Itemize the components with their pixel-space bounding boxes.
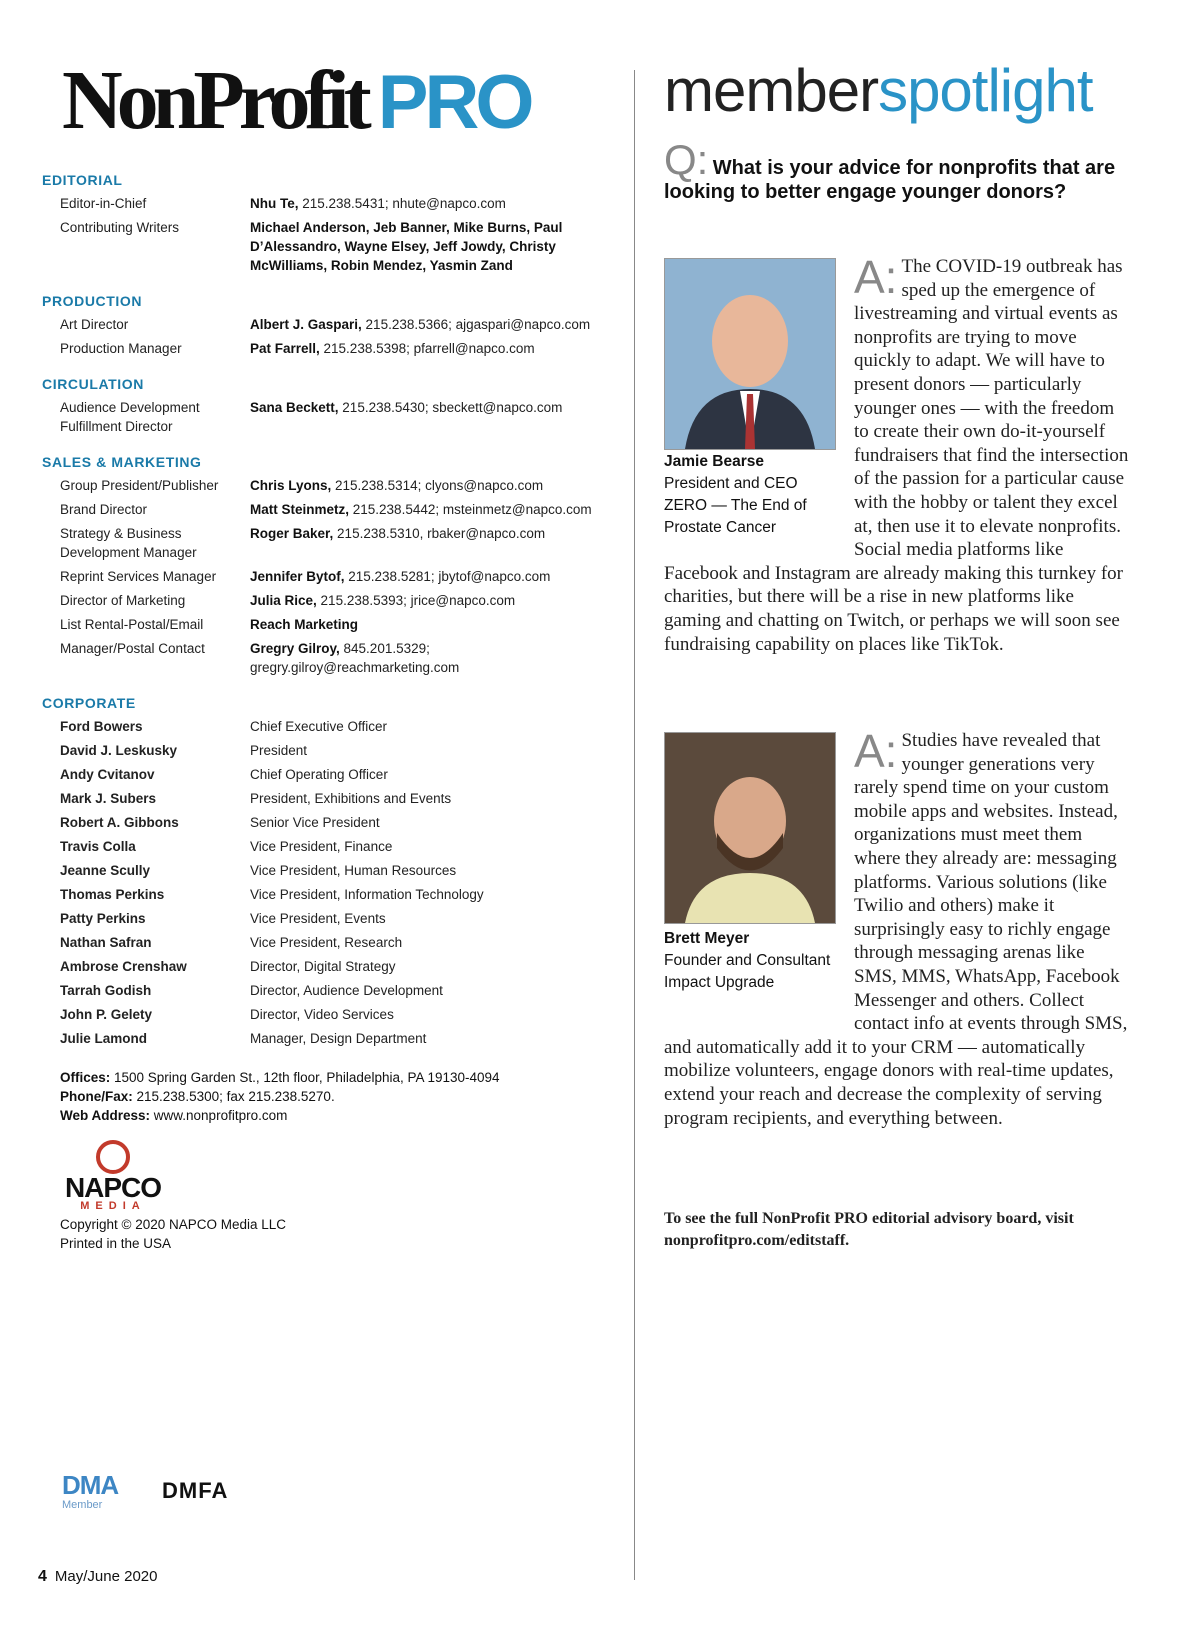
- staff-box: [42, 172, 627, 1125]
- staff-phone-email: 215.238.5442; msteinmetz@napco.com: [349, 502, 592, 517]
- answer-label: A:: [854, 251, 898, 303]
- answer-text: The COVID-19 outbreak has sped up the emergence of livestreaming and virtual events as nonprofits are trying to move quickly to adapt. We will have to present donors — particularly younger ones — with the freedom to create their own do-it-yourself fundraisers that find the intersection of the passion for a particular cause with the hobby or talent they excel at, then use it to elevate nonprofits. Social media platforms like Facebook and Instagram are already making this turnkey for charities, but there will be a rise in new platforms like gaming and chatting on Twitch, or perhaps we will soon see fundraising capability on places like TikTok.: [664, 256, 1129, 655]
- staff-contact: [250, 639, 627, 677]
- staff-role: Production Manager: [60, 341, 182, 356]
- corporate-title: President: [250, 743, 308, 758]
- corporate-list: [42, 717, 627, 1048]
- staff-role: Audience Development Fulfillment Director: [60, 400, 200, 434]
- staff-row: [42, 218, 627, 275]
- spotlight-word-1: member: [664, 57, 879, 124]
- corporate-title: Vice President, Finance: [250, 839, 393, 854]
- corporate-name: Tarrah Godish: [60, 983, 152, 998]
- dma-sub: Member: [62, 1499, 103, 1511]
- answerer-title: President and CEO: [664, 475, 798, 492]
- staff-name: Albert J. Gaspari,: [250, 317, 362, 332]
- corporate-row: [42, 957, 627, 976]
- staff-row: [42, 315, 627, 334]
- corporate-title: President, Exhibitions and Events: [250, 791, 452, 806]
- corporate-name: Patty Perkins: [60, 911, 146, 926]
- staff-contact: [250, 567, 627, 586]
- staff-phone-email: 215.238.5430; sbeckett@napco.com: [338, 400, 563, 415]
- staff-phone-email: 215.238.5281; jbytof@napco.com: [344, 569, 551, 584]
- staff-contact: [250, 194, 627, 213]
- staff-phone-email: 215.238.5314; clyons@napco.com: [331, 478, 544, 493]
- corporate-name: Thomas Perkins: [60, 887, 165, 902]
- staff-role: Group President/Publisher: [60, 478, 219, 493]
- staff-name: Pat Farrell,: [250, 341, 320, 356]
- printed-line: Printed in the USA: [60, 1236, 172, 1251]
- staff-row: [42, 398, 627, 436]
- nonprofit-pro-logo: [62, 52, 531, 147]
- logo-accent: PRO: [377, 60, 531, 145]
- staff-role: Editor-in-Chief: [60, 196, 147, 211]
- staff-row: [42, 567, 627, 586]
- corporate-title: Vice President, Human Resources: [250, 863, 457, 878]
- staff-phone-email: 215.238.5393; jrice@napco.com: [316, 593, 516, 608]
- logo-main: NonProfit: [62, 54, 366, 147]
- staff-phone-email: 215.238.5366; ajgaspari@napco.com: [361, 317, 591, 332]
- corporate-name: Andy Cvitanov: [60, 767, 155, 782]
- corporate-row: [42, 765, 627, 784]
- answer-1-wrap-spacer: [664, 255, 854, 557]
- corporate-title: Director, Digital Strategy: [250, 959, 396, 974]
- staff-name: Gregry Gilroy,: [250, 641, 340, 656]
- corporate-row: [42, 861, 627, 880]
- staff-contact: [250, 476, 627, 495]
- staff-name: Roger Baker,: [250, 526, 334, 541]
- corporate-name: David J. Leskusky: [60, 743, 178, 758]
- napco-media-logo: [58, 1140, 168, 1212]
- corporate-row: [42, 1005, 627, 1024]
- offices-value: 1500 Spring Garden St., 12th floor, Philadelphia, PA 19130-4094: [110, 1070, 500, 1085]
- staff-phone-email: 215.238.5310, rbaker@napco.com: [333, 526, 546, 541]
- answerer-title: Founder and Consultant: [664, 952, 831, 969]
- corporate-name: Jeanne Scully: [60, 863, 151, 878]
- staff-row: [42, 639, 627, 677]
- corporate-title: Chief Executive Officer: [250, 719, 388, 734]
- staff-role: Reprint Services Manager: [60, 569, 217, 584]
- staff-contact: [250, 591, 627, 610]
- corporate-title: Chief Operating Officer: [250, 767, 388, 782]
- advisory-board-footnote: To see the full NonProfit PRO editorial advisory board, visit nonprofitpro.com/editstaff.: [664, 1210, 1074, 1249]
- corporate-name: Mark J. Subers: [60, 791, 157, 806]
- staff-role: Art Director: [60, 317, 129, 332]
- question-label: Q:: [664, 136, 709, 183]
- corporate-name: Robert A. Gibbons: [60, 815, 179, 830]
- phone-value: 215.238.5300; fax 215.238.5270.: [132, 1089, 335, 1104]
- corporate-row: [42, 1029, 627, 1048]
- staff-name: Chris Lyons,: [250, 478, 332, 493]
- corporate-row: [42, 789, 627, 808]
- staff-role: Strategy & Business Development Manager: [60, 526, 197, 560]
- staff-role: List Rental-Postal/Email: [60, 617, 204, 632]
- corporate-row: [42, 933, 627, 952]
- corporate-row: [42, 885, 627, 904]
- staff-contact: [250, 218, 627, 275]
- spotlight-word-2: spotlight: [878, 57, 1093, 124]
- staff-name: Matt Steinmetz,: [250, 502, 350, 517]
- answer-2: [664, 725, 1130, 1130]
- section-heading: EDITORIAL: [42, 172, 123, 188]
- page-folio: [38, 1568, 157, 1586]
- staff-role: Manager/Postal Contact: [60, 641, 205, 656]
- section-heading: PRODUCTION: [42, 293, 143, 309]
- staff-phone-email: 215.238.5398; pfarrell@napco.com: [319, 341, 535, 356]
- offices-label: Offices:: [60, 1070, 111, 1085]
- corporate-title: Vice President, Research: [250, 935, 403, 950]
- answer-1: [664, 251, 1130, 656]
- dma-member-badge: [62, 1470, 142, 1528]
- dma-text: DMA: [62, 1470, 119, 1500]
- corporate-row: [42, 837, 627, 856]
- staff-contact: [250, 500, 627, 519]
- staff-row: [42, 524, 627, 562]
- corporate-title: Vice President, Events: [250, 911, 386, 926]
- staff-name: Reach Marketing: [250, 617, 359, 632]
- copyright-line: Copyright © 2020 NAPCO Media LLC: [60, 1217, 287, 1232]
- corporate-row: [42, 741, 627, 760]
- answerer-org: Impact Upgrade: [664, 974, 775, 991]
- corporate-title: Director, Video Services: [250, 1007, 394, 1022]
- phone-label: Phone/Fax:: [60, 1089, 133, 1104]
- staff-phone-email: 845.201.5329; gregry.gilroy@reachmarketing.com: [250, 641, 460, 675]
- corporate-row: [42, 981, 627, 1000]
- answer-label: A:: [854, 725, 898, 777]
- staff-role: Brand Director: [60, 502, 148, 517]
- corporate-row: [42, 717, 627, 736]
- question-block: [664, 136, 1164, 204]
- staff-contact: [250, 398, 627, 436]
- staff-name: Nhu Te,: [250, 196, 299, 211]
- answerer-name: Jamie Bearse: [664, 453, 764, 470]
- section-heading-corporate: CORPORATE: [42, 695, 136, 711]
- web-value: www.nonprofitpro.com: [150, 1108, 288, 1123]
- staff-role: Contributing Writers: [60, 220, 180, 235]
- staff-contact: [250, 615, 627, 634]
- question-text: What is your advice for nonprofits that are looking to better engage younger donors?: [664, 157, 1116, 203]
- answer-2-wrap-spacer: [664, 729, 854, 1031]
- staff-name: Sana Beckett,: [250, 400, 339, 415]
- answer-text: Studies have revealed that younger generations very rarely spend time on your custom mobile apps and websites. Instead, organizations must meet them where they already are: messaging platforms. Various solutions (like Twilio and others) make it surprisingly easy to richly engage through messaging arenas like SMS, MMS, WhatsApp, Facebook Messenger and others. Collect contact info at events through SMS, and automatically add it to your CRM — automatically mobilize volunteers, engage donors with real-time updates, extend your reach and decrease the complexity of serving program recipients, and everything between.: [664, 730, 1128, 1129]
- offices-block: [42, 1068, 627, 1125]
- corporate-name: Ford Bowers: [60, 719, 143, 734]
- member-spotlight-title: [664, 56, 1093, 125]
- staff-sections: [42, 172, 627, 677]
- corporate-name: Julie Lamond: [60, 1031, 148, 1046]
- staff-role: Director of Marketing: [60, 593, 186, 608]
- napco-ring-icon: [96, 1140, 130, 1174]
- corporate-title: Vice President, Information Technology: [250, 887, 484, 902]
- staff-row: [42, 591, 627, 610]
- answerer-org: ZERO — The End of Prostate Cancer: [664, 497, 807, 536]
- corporate-name: John P. Gelety: [60, 1007, 153, 1022]
- corporate-row: [42, 909, 627, 928]
- staff-name: Jennifer Bytof,: [250, 569, 345, 584]
- staff-row: [42, 476, 627, 495]
- web-label: Web Address:: [60, 1108, 151, 1123]
- staff-name: Michael Anderson, Jeb Banner, Mike Burns, Paul D’Alessandro, Wayne Elsey, Jeff Jowdy, Christy McWilliams, Robin Mendez, Yasmin Zand: [250, 220, 563, 273]
- staff-phone-email: 215.238.5431; nhute@napco.com: [298, 196, 506, 211]
- corporate-name: Ambrose Crenshaw: [60, 959, 187, 974]
- column-divider: [634, 70, 635, 1580]
- staff-name: Julia Rice,: [250, 593, 317, 608]
- section-heading: SALES & MARKETING: [42, 454, 202, 470]
- copyright: [60, 1215, 286, 1253]
- corporate-row: [42, 813, 627, 832]
- answerer-name: Brett Meyer: [664, 930, 750, 947]
- staff-row: [42, 500, 627, 519]
- staff-contact: [250, 339, 627, 358]
- staff-contact: [250, 315, 627, 334]
- section-heading: CIRCULATION: [42, 376, 144, 392]
- napco-word: NAPCO: [64, 1172, 162, 1203]
- dmfa-logo: DMFA: [162, 1478, 229, 1503]
- corporate-name: Nathan Safran: [60, 935, 152, 950]
- corporate-title: Director, Audience Development: [250, 983, 443, 998]
- corporate-name: Travis Colla: [60, 839, 136, 854]
- staff-contact: [250, 524, 627, 562]
- staff-row: [42, 339, 627, 358]
- corporate-title: Senior Vice President: [250, 815, 380, 830]
- staff-row: [42, 615, 627, 634]
- napco-media-word: MEDIA: [80, 1200, 146, 1212]
- issue-date: May/June 2020: [54, 1568, 158, 1585]
- page-number: 4: [38, 1568, 47, 1585]
- corporate-title: Manager, Design Department: [250, 1031, 427, 1046]
- staff-row: [42, 194, 627, 213]
